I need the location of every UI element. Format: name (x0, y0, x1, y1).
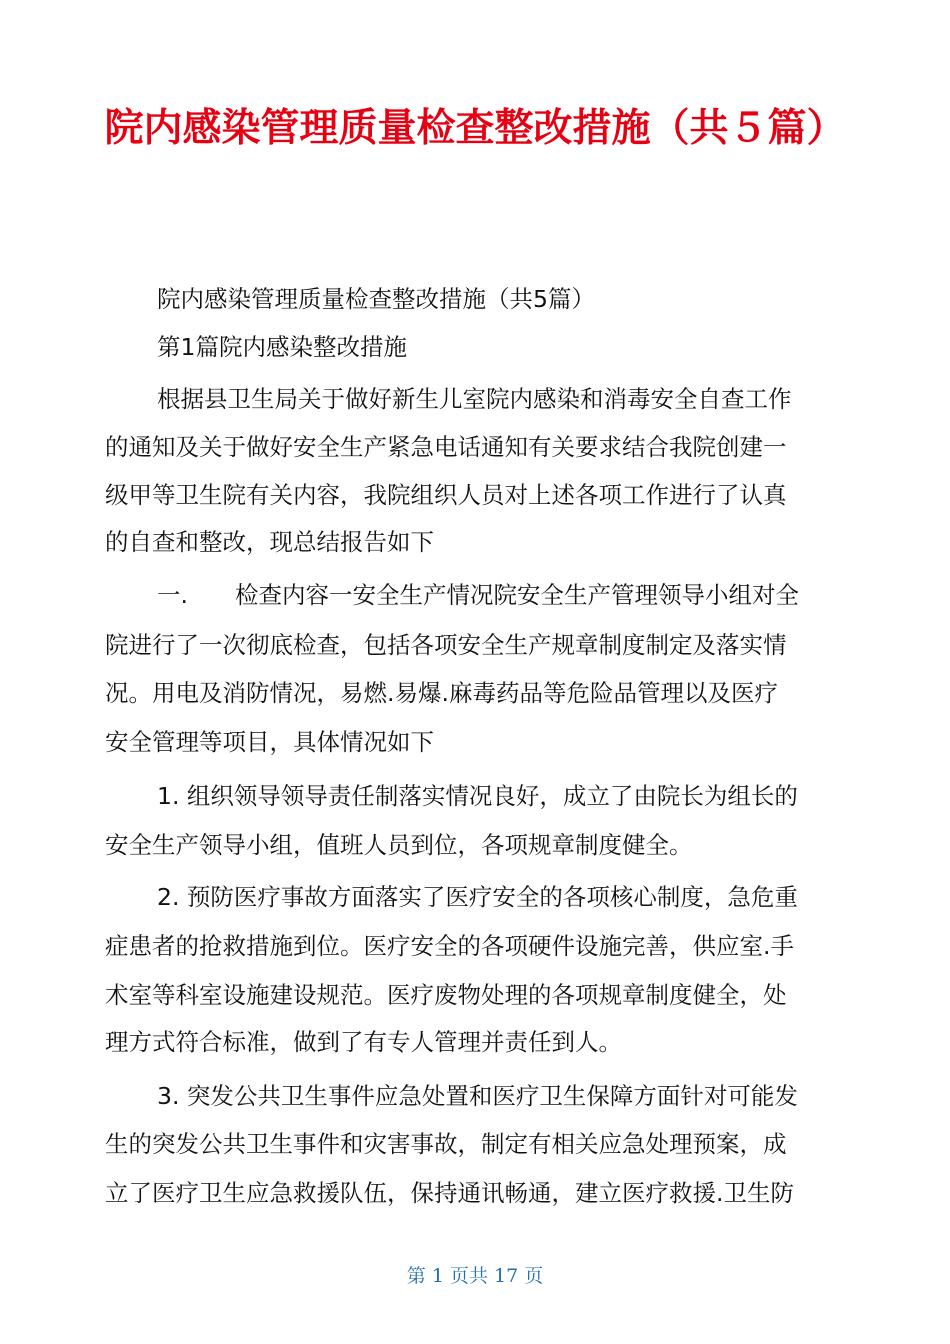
paragraph-line: 况。用电及消防情况，易燃.易爆.麻毒药品等危险品管理以及医疗 (105, 679, 778, 707)
paragraph-line: 安全生产领导小组，值班人员到位，各项规章制度健全。 (105, 831, 693, 859)
document-title: 院内感染管理质量检查整改措施（共５篇） (104, 106, 846, 151)
paragraph-line: 院进行了一次彻底检查，包括各项安全生产规章制度制定及落实情 (105, 631, 787, 659)
paragraph-line: 3. 突发公共卫生事件应急处置和医疗卫生保障方面针对可能发 (157, 1082, 798, 1110)
paragraph-line: 术室等科室设施建设规范。医疗废物处理的各项规章制度健全，处 (105, 981, 787, 1009)
paragraph-line: 立了医疗卫生应急救援队伍，保持通讯畅通，建立医疗救援.卫生防 (105, 1179, 794, 1207)
paragraph-line: 一. 检查内容一安全生产情况院安全生产管理领导小组对全 (157, 581, 799, 609)
paragraph-line: 的通知及关于做好安全生产紧急电话通知有关要求结合我院创建一 (105, 433, 787, 461)
paragraph-line: 安全管理等项目，具体情况如下 (105, 728, 434, 756)
paragraph-line: 症患者的抢救措施到位。医疗安全的各项硬件设施完善，供应室.手 (105, 932, 794, 960)
page-number-footer: 第 1 页共 17 页 (406, 1265, 544, 1287)
paragraph-line: 2. 预防医疗事故方面落实了医疗安全的各项核心制度，急危重 (157, 883, 798, 911)
paragraph-line: 级甲等卫生院有关内容，我院组织人员对上述各项工作进行了认真 (105, 481, 787, 509)
paragraph-line: 理方式符合标准，做到了有专人管理并责任到人。 (105, 1028, 622, 1056)
paragraph-line: 1. 组织领导领导责任制落实情况良好，成立了由院长为组长的 (157, 782, 798, 810)
paragraph-line: 生的突发公共卫生事件和灾害事故，制定有相关应急处理预案，成 (105, 1130, 787, 1158)
paragraph-line: 根据县卫生局关于做好新生儿室院内感染和消毒安全自查工作 (157, 385, 792, 413)
paragraph-line: 的自查和整改，现总结报告如下 (105, 528, 434, 556)
subtitle-line: 院内感染管理质量检查整改措施（共5篇） (157, 285, 595, 313)
section-heading-line: 第1篇院内感染整改措施 (157, 333, 407, 361)
